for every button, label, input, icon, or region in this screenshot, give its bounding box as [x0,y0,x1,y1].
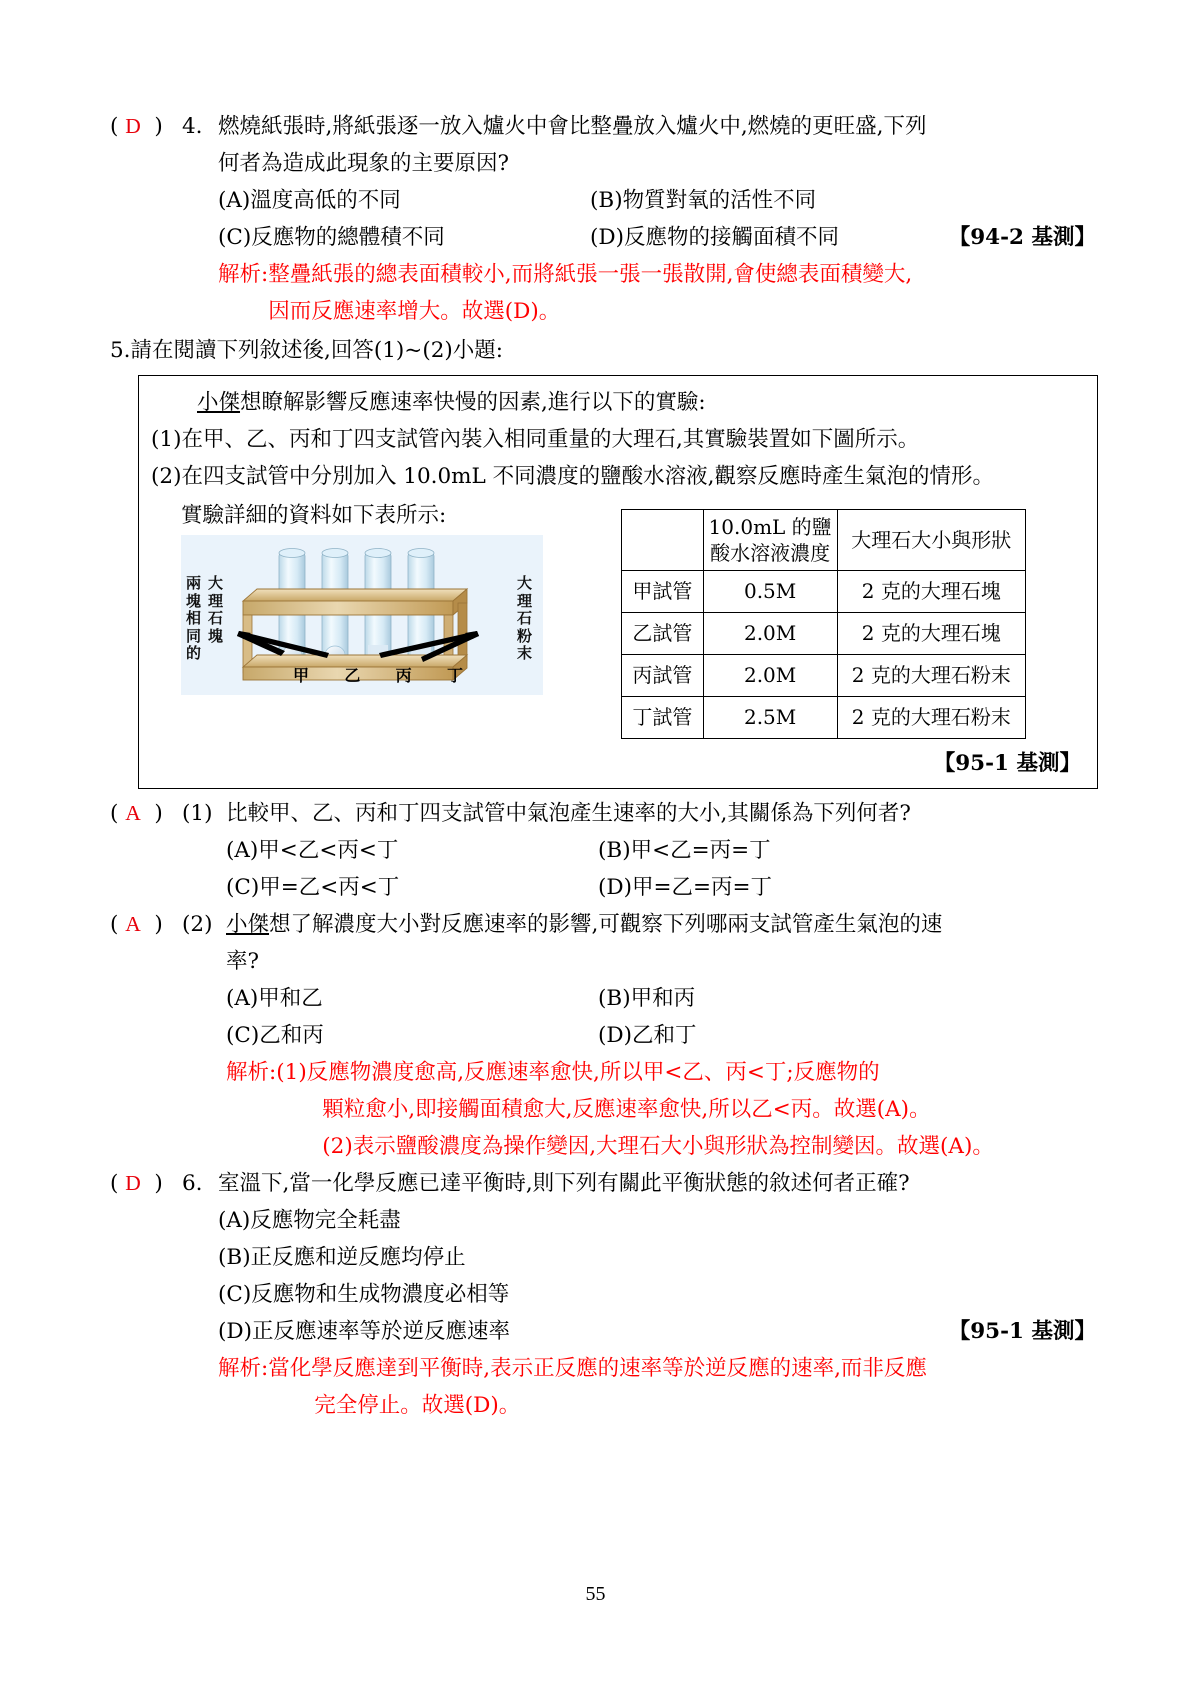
table-row [622,655,1026,697]
q6-source-tag: 【95-1 基測】 [948,1319,1096,1344]
table-header-marble: 大理石大小與形狀 [837,510,1025,571]
passage-source-tag: 【95-1 基測】 [933,751,1081,776]
row-conc-bing: 2.0M [703,655,837,697]
q6-stem: 室溫下,當一化學反應已達平衡時,則下列有關此平衡狀態的敘述何者正確? [218,1171,910,1196]
q6-option-c[interactable]: (C)反應物和生成物濃度必相等 [218,1282,510,1307]
tube-label-bing: 丙 [395,666,412,685]
q6-answer-letter: D [125,1171,141,1195]
q5-2-options-row2 [226,1017,1096,1054]
row-label-jia: 甲試管 [622,571,704,613]
q6-explanation-label: 解析: [218,1356,269,1381]
q5-explanation-label: 解析: [226,1060,277,1085]
table-header-concentration [703,510,837,571]
q5-2-option-c[interactable]: (C)乙和丙 [226,1023,324,1048]
rack-top-shelf [243,589,467,615]
q4-explanation-label: 解析: [218,262,269,287]
row-marble-yi: 2 克的大理石塊 [837,613,1025,655]
q6-option-a[interactable]: (A)反應物完全耗盡 [218,1208,401,1233]
q5-2-option-b[interactable]: (B)甲和丙 [598,986,696,1011]
experiment-figure [181,535,543,695]
q4-option-b[interactable]: (B)物質對氧的活性不同 [590,188,817,213]
passage-intro-name: 小傑 [197,390,241,415]
q5-2-stem-line2: 率? [226,949,260,974]
figure-left-label-2: 大 理 石 塊 [207,574,223,645]
figure-caption: 實驗詳細的資料如下表所示: [181,503,447,528]
q4-source-tag: 【94-2 基測】 [948,225,1096,250]
q5-1-number: (1) [182,801,213,826]
q5-explanation-line1: (1)反應物濃度愈高,反應速率愈快,所以甲<乙、丙<丁;反應物的 [276,1060,880,1085]
row-conc-ding: 2.5M [703,697,837,739]
q5-2-number: (2) [182,912,213,937]
q4-stem-line2: 何者為造成此現象的主要原因? [218,151,510,176]
q4-option-d[interactable]: (D)反應物的接觸面積不同 [590,225,840,250]
passage-figure-and-table [151,499,1085,782]
figure-left-label-1: 兩 塊 相 同 的 [185,574,201,662]
q4-options-row2 [218,219,1096,256]
q6-explanation-line1: 當化學反應達到平衡時,表示正反應的速率等於逆反應的速率,而非反應 [268,1356,927,1381]
q5-lead-in: 5.請在閱讀下列敘述後,回答(1)~(2)小題: [110,338,504,363]
tube-label-yi: 乙 [344,666,361,685]
q6-explanation [218,1350,1096,1424]
tube-label-ding: 丁 [446,666,463,685]
passage-intro [151,384,1085,421]
q4-explanation-line1: 整疊紙張的總表面積較小,而將紙張一張一張散開,會使總表面積變大, [268,262,913,287]
tube-label-jia: 甲 [293,666,310,685]
table-column [621,499,1085,782]
figure-column [151,499,621,695]
q5-1-answer-letter: A [125,801,141,825]
experiment-data-table [621,509,1026,739]
q5-1-stem: 比較甲、乙、丙和丁四支試管中氣泡產生速率的大小,其關係為下列何者? [226,801,911,826]
figure-tube-labels [293,657,463,694]
q5-2-stem-name: 小傑 [226,912,270,937]
row-marble-bing: 2 克的大理石粉末 [837,655,1025,697]
table-header-blank [622,510,704,571]
q5-2-options-row1 [226,980,1096,1017]
figure-right-label: 大 理 石 粉 末 [516,574,532,662]
q6-answer-bracket: ( D ) [110,1171,163,1196]
reading-passage-box [138,375,1098,789]
table-header-conc-line1: 10.0mL 的鹽 [708,515,832,539]
q5-1-answer-bracket: ( A ) [110,801,163,826]
table-header-row [622,510,1026,571]
row-marble-ding: 2 克的大理石粉末 [837,697,1025,739]
q5-2-option-a[interactable]: (A)甲和乙 [226,986,323,1011]
question-5-2 [110,906,1096,1165]
q4-explanation-line2: 因而反應速率增大。故選(D)。 [268,299,561,324]
q6-explanation-line2: 完全停止。故選(D)。 [314,1393,521,1418]
q5-explanation [226,1054,1096,1165]
table-row [622,571,1026,613]
q6-option-d[interactable]: (D)正反應速率等於逆反應速率 [218,1319,511,1344]
row-label-yi: 乙試管 [622,613,704,655]
q4-option-a[interactable]: (A)溫度高低的不同 [218,188,401,213]
q6-number: 6. [182,1171,203,1196]
q4-options-row1 [218,182,1096,219]
q6-option-b[interactable]: (B)正反應和逆反應均停止 [218,1245,466,1270]
q6-options-row-d [218,1313,1096,1350]
q5-2-answer-bracket: ( A ) [110,912,163,937]
q5-1-option-d[interactable]: (D)甲=乙=丙=丁 [598,875,773,900]
passage-step-2: (2)在四支試管中分別加入 10.0mL 不同濃度的鹽酸水溶液,觀察反應時產生氣泡的情形。 [151,464,994,489]
q4-answer-bracket: ( D ) [110,114,163,139]
q5-1-options-row2 [226,869,1096,906]
page-number: 55 [585,1583,606,1605]
q5-2-answer-letter: A [125,912,141,936]
q4-number: 4. [182,114,203,139]
question-6 [110,1165,1096,1424]
question-4 [110,108,1096,330]
q5-1-option-b[interactable]: (B)甲<乙=丙=丁 [598,838,771,863]
q4-answer-letter: D [125,114,141,138]
row-label-ding: 丁試管 [622,697,704,739]
q5-explanation-line2: 顆粒愈小,即接觸面積愈大,反應速率愈快,所以乙<丙。故選(A)。 [322,1097,931,1122]
table-header-conc-line2: 酸水溶液濃度 [710,541,831,565]
q5-2-option-d[interactable]: (D)乙和丁 [598,1023,697,1048]
q4-stem-line1: 燃燒紙張時,將紙張逐一放入爐火中會比整疊放入爐火中,燃燒的更旺盛,下列 [218,114,927,139]
passage-step-1: (1)在甲、乙、丙和丁四支試管內裝入相同重量的大理石,其實驗裝置如下圖所示。 [151,427,920,452]
q5-2-stem-line1 [226,906,1096,943]
passage-intro-rest: 想瞭解影響反應速率快慢的因素,進行以下的實驗: [240,390,706,415]
q5-1-option-a[interactable]: (A)甲<乙<丙<丁 [226,838,399,863]
q5-explanation-line3: (2)表示鹽酸濃度為操作變因,大理石大小與形狀為控制變因。故選(A)。 [322,1134,994,1159]
q5-2-stem-rest: 想了解濃度大小對反應速率的影響,可觀察下列哪兩支試管產生氣泡的速 [269,912,943,937]
row-conc-yi: 2.0M [703,613,837,655]
row-conc-jia: 0.5M [703,571,837,613]
question-5-1 [110,795,1096,906]
q4-option-c[interactable]: (C)反應物的總體積不同 [218,225,445,250]
q4-explanation [218,256,1096,330]
q5-1-options-row1 [226,832,1096,869]
row-marble-jia: 2 克的大理石塊 [837,571,1025,613]
q5-1-option-c[interactable]: (C)甲=乙<丙<丁 [226,875,400,900]
table-row [622,697,1026,739]
table-row [622,613,1026,655]
row-label-bing: 丙試管 [622,655,704,697]
